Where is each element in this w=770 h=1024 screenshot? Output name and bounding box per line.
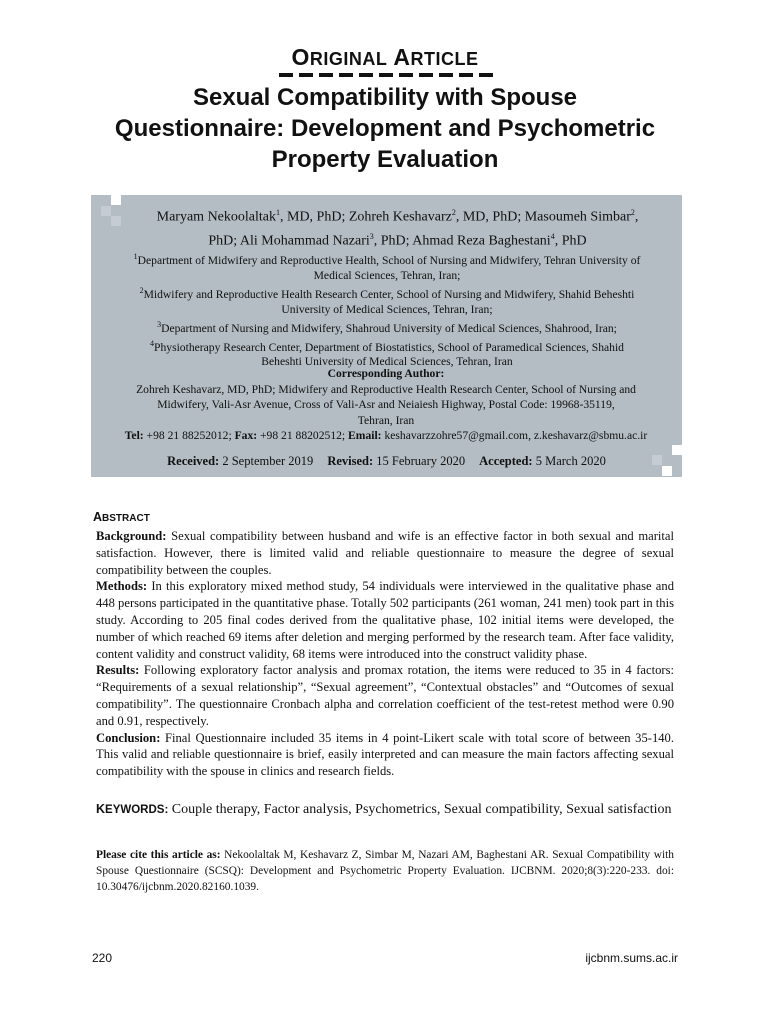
abstract-methods: Methods: In this exploratory mixed method study, 54 individuals were interviewed in the qualitative phase and 448 persons participated in the quantitative phase. Totally 502 participants (261 woman, 241 men) took part in this study. According to 205 final codes derived from the qualitative phase, 102 initial items were developed, the number of which reached 69 items after deletion and merging performed by the research team. After face validity, content validity and construct validity, 68 items were introduced into the construct validity phase. (96, 579, 674, 661)
corresponding-author: Corresponding Author: Zohreh Keshavarz, MD, PhD; Midwifery and Reproductive Health Research Center, School of Nursing and Midwifery, Vali-Asr Avenue, Cross of Vali-Asr and Neiaiesh Highway, Postal Code: 19968-35119, Tehran, Iran Tel: +98 21 88252012; Fax: +98 21 88202512; Email: keshavarzzohre57@gmail.com, z.keshavarz@sbmu.ac.ir (96, 366, 676, 444)
article-dates: Received: 2 September 2019 Revised: 15 February 2020 Accepted: 5 March 2020 (167, 454, 606, 468)
abstract-heading: ABSTRACT (93, 510, 150, 524)
abstract-results: Results: Following exploratory factor analysis and promax rotation, the items were reduced to 35 in 4 factors: “Requirements of a sexual relationship”, “Sexual agreement”, “Contextual obstacles” and “Outcomes of sexual compatibility”. The questionnaire Cronbach alpha and correlation coefficient of the test-retest method were 0.90 and 0.91, respectively. (96, 663, 674, 728)
page-number: 220 (92, 951, 113, 965)
corresponding-heading: Corresponding Author: (327, 367, 445, 380)
abstract-body (96, 528, 674, 780)
keywords: KEYWORDS: Couple therapy, Factor analysis, Psychometrics, Sexual compatibility, Sexual satisfaction (96, 802, 672, 817)
author-list: Maryam Nekoolaltak$^1$, MD, PhD; Zohreh Keshavarz$^2$, MD, PhD; Masoumeh Simbar$^2$, PhD; Ali Mohammad Nazari$^3$, PhD; Ahmad Reza Baghestani$^4$, PhD (156, 208, 639, 249)
affiliation-item: $^3$Department of Nursing and Midwifery, Shahroud University of Medical Sciences, Shahrood, Iran; (157, 319, 617, 335)
section-label: ORIGINAL ARTICLE (291, 44, 479, 70)
article-title: Sexual Compatibility with Spouse Questionnaire: Development and Psychometric Property Evaluation (114, 84, 656, 173)
abstract-background: Background: Sexual compatibility between husband and wife is an effective factor in both sexual and marital satisfaction. However, there is limited valid and reliable questionnaire to measure the degree of sexual compatibility between the couples. (96, 529, 674, 577)
affiliations (100, 249, 674, 369)
journal-url[interactable]: ijcbnm.sums.ac.ir (585, 951, 678, 965)
contact-line: Tel: +98 21 88252012; Fax: +98 21 88202512; Email: keshavarzzohre57@gmail.com, z.keshavarz@sbmu.ac.ir (124, 429, 648, 442)
affiliation-item: $^2$Midwifery and Reproductive Health Research Center, School of Nursing and Midwifery, Shahid Beheshti University of Medical Sciences, Tehran, Iran; (139, 285, 635, 316)
dashed-rule (279, 73, 493, 77)
affiliation-item: $^1$Department of Midwifery and Reproductive Health, School of Nursing and Midwifery, Tehran University of Medical Sciences, Tehran, Iran; (133, 252, 641, 282)
decorative-square (101, 206, 111, 216)
affiliation-item: $^4$Physiotherapy Research Center, Department of Biostatistics, School of Paramedical Sciences, Shahid Beheshti University of Medical Sciences, Tehran, Iran (150, 338, 624, 369)
citation: Please cite this article as: Nekoolaltak M, Keshavarz Z, Simbar M, Nazari AM, Baghestani AR. Sexual Compatibility with Spouse Questionnaire (SCSQ): Development and Psychometric Property Evaluation. IJCBNM. 2020;8(3):220-233. doi: 10.30476/ijcbnm.2020.82160.1039. (96, 849, 674, 893)
abstract-conclusion: Conclusion: Final Questionnaire included 35 items in 4 point-Likert scale with total score of between 35-140. This valid and reliable questionnaire is brief, easily interpreted and can measure the main factors affecting sexual compatibility with the spouse in clinics and research fields. (96, 730, 674, 779)
email-link[interactable]: keshavarzzohre57@gmail.com, z.keshavarz@sbmu.ac.ir (381, 429, 648, 442)
